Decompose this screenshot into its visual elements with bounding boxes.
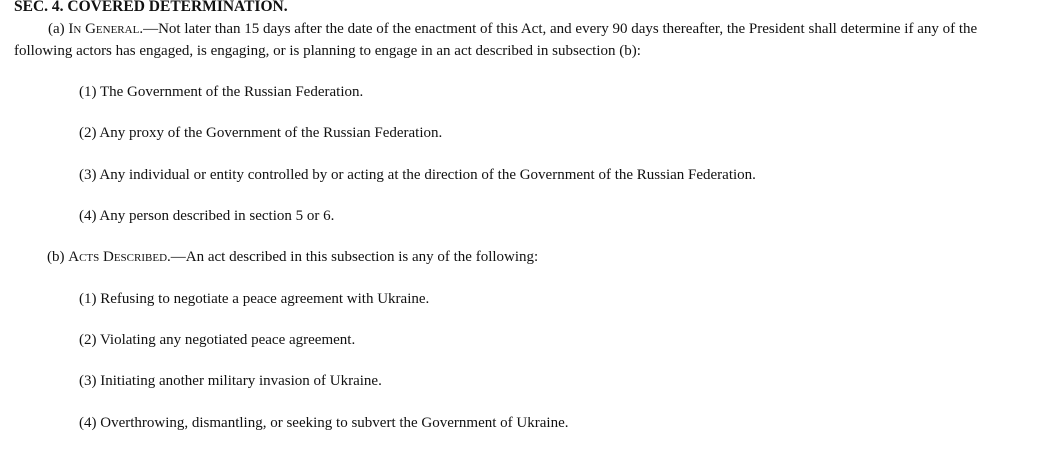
subsection-b-item-1: (1) Refusing to negotiate a peace agreement with Ukraine. (79, 291, 430, 307)
subsection-a-item-2: (2) Any proxy of the Government of the Russian Federation. (79, 125, 443, 141)
subsection-b-marker: (b) (47, 249, 69, 265)
section-heading: SEC. 4. COVERED DETERMINATION. (14, 0, 288, 15)
subsection-b-caption-suffix: .— (167, 249, 186, 265)
subsection-b-item-4: (4) Overthrowing, dismantling, or seeking to subvert the Government of Ukraine. (79, 415, 569, 431)
subsection-a-item-4: (4) Any person described in section 5 or 6. (79, 208, 335, 224)
subsection-b-paragraph (47, 247, 538, 267)
subsection-a-caption-suffix: .— (139, 21, 159, 37)
subsection-b-text: An act described in this subsection is any of the following: (185, 249, 539, 265)
subsection-a-paragraph (14, 18, 1029, 62)
subsection-b-caption: Acts Described (68, 249, 168, 265)
subsection-a-item-3: (3) Any individual or entity controlled by or acting at the direction of the Government of the Russian Federation. (79, 167, 756, 183)
subsection-a-marker: (a) (48, 21, 69, 37)
subsection-a-caption: In General (68, 21, 140, 37)
subsection-b-item-2: (2) Violating any negotiated peace agreement. (79, 332, 356, 348)
subsection-a-text: Not later than 15 days after the date of the enactment of this Act, and every 90 days thereafter, the President shall determine if any of the following actors has engaged, is engaging, or is planning to engage in an act described in subsection (b): (14, 21, 978, 59)
subsection-a-item-1: (1) The Government of the Russian Federation. (79, 84, 364, 100)
subsection-b-item-3: (3) Initiating another military invasion of Ukraine. (79, 373, 382, 389)
